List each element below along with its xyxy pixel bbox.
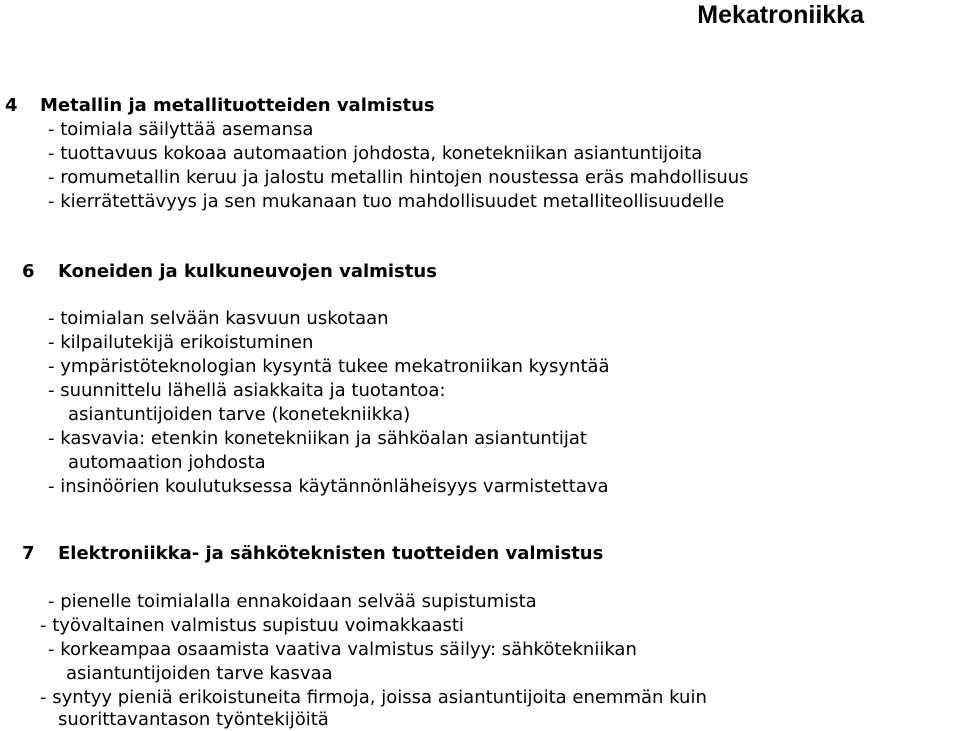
list-item: - korkeampaa osaamista vaativa valmistus säilyy: sähkötekniikan [48, 639, 637, 660]
list-item: - kierrätettävyys ja sen mukanaan tuo mahdollisuudet metalliteollisuudelle [48, 191, 725, 212]
section-number: 4 [5, 95, 18, 116]
section-title: Elektroniikka- ja sähköteknisten tuotteiden valmistus [58, 543, 604, 564]
list-item: - suunnittelu lähellä asiakkaita ja tuotantoa: [48, 380, 446, 401]
list-item-continuation: asiantuntijoiden tarve (konetekniikka) [68, 404, 411, 425]
list-item-continuation: suorittavantason työntekijöitä [58, 709, 329, 730]
list-item: - toimialan selvään kasvuun uskotaan [48, 308, 389, 329]
list-item: - ympäristöteknologian kysyntä tukee mekatroniikan kysyntää [48, 356, 610, 377]
list-item: - tuottavuus kokoaa automaation johdosta, konetekniikan asiantuntijoita [48, 143, 703, 164]
list-item: - insinöörien koulutuksessa käytännönläheisyys varmistettava [48, 476, 609, 497]
list-item: - toimiala säilyttää asemansa [48, 119, 314, 140]
list-item: - työvaltainen valmistus supistuu voimakkaasti [40, 615, 464, 636]
section-title: Metallin ja metallituotteiden valmistus [40, 95, 435, 116]
section-number: 6 [22, 261, 35, 282]
list-item: - romumetallin keruu ja jalostu metallin hintojen noustessa eräs mahdollisuus [48, 167, 749, 188]
list-item: - syntyy pieniä erikoistuneita firmoja, joissa asiantuntijoita enemmän kuin [40, 687, 707, 708]
list-item-continuation: asiantuntijoiden tarve kasvaa [66, 663, 333, 684]
list-item: - kasvavia: etenkin konetekniikan ja sähköalan asiantuntijat [48, 428, 587, 449]
list-item: - kilpailutekijä erikoistuminen [48, 332, 314, 353]
list-item: - pienelle toimialalla ennakoidaan selvää supistumista [48, 591, 537, 612]
section-number: 7 [22, 543, 35, 564]
section-title: Koneiden ja kulkuneuvojen valmistus [58, 261, 437, 282]
page-title: Mekatroniikka [697, 1, 864, 29]
list-item-continuation: automaation johdosta [68, 452, 266, 473]
